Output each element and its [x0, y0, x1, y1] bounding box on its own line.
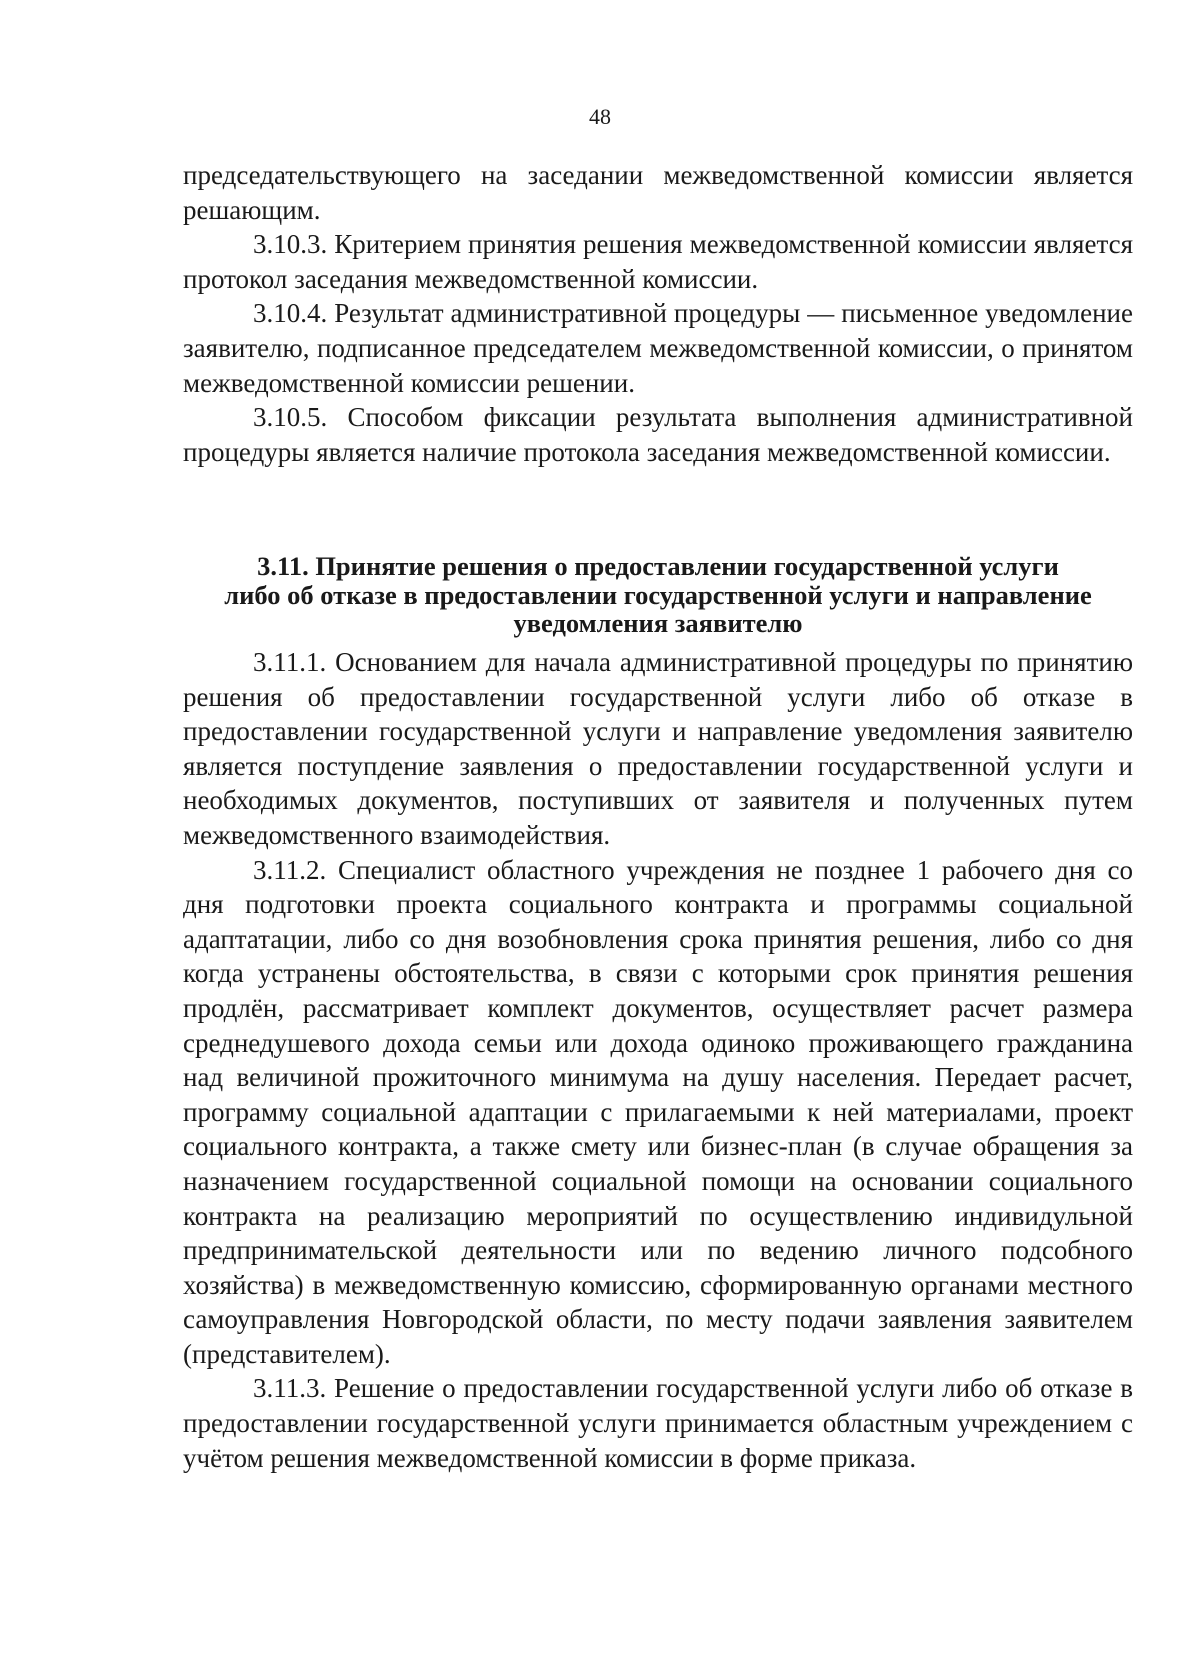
heading-line: 3.11. Принятие решения о предоставлении государственной услуги: [257, 551, 1059, 581]
paragraph-3-11-1: 3.11.1. Основанием для начала административной процедуры по принятию решения об предоставлении государственной услуги либо об отказе в предоставлении государственной услуги и направление уведомления заявителю является поступдение заявления о предоставлении государственной услуги и необходимых документов, поступивших от заявителя и полученных путем межведомственного взаимодействия.: [183, 647, 1133, 850]
top-section: [183, 158, 1133, 469]
paragraph-3-10-5: 3.10.5. Способом фиксации результата выполнения административной процедуры является наличие протокола заседания межведомственной комиссии.: [183, 402, 1133, 467]
paragraph: председательствующего на заседании межведомственной комиссии является решающим.: [183, 160, 1133, 225]
heading-line: либо об отказе в предоставлении государственной услуги и направление: [224, 579, 1092, 610]
page-number: 48: [589, 104, 611, 129]
section-heading: [183, 552, 1133, 638]
heading-line: уведомления заявителю: [513, 608, 803, 638]
body-section: [183, 645, 1133, 1475]
paragraph-3-11-3: 3.11.3. Решение о предоставлении государственной услуги либо об отказе в предоставлении государственной услуги принимается областным учреждением с учётом решения межведомственной комиссии в форме приказа.: [183, 1373, 1133, 1473]
paragraph-3-10-3: 3.10.3. Критерием принятия решения межведомственной комиссии является протокол заседания межведомственной комиссии.: [183, 229, 1133, 294]
paragraph-3-10-4: 3.10.4. Результат административной процедуры — письменное уведомление заявителю, подписанное председателем межведомственной комиссии, о принятом межведомственной комиссии решении.: [183, 298, 1133, 398]
paragraph-3-11-2: 3.11.2. Специалист областного учреждения не позднее 1 рабочего дня со дня подготовки проекта социального контракта и программы социальной адаптатации, либо со дня возобновления срока принятия решения, либо со дня когда устранены обстоятельства, в связи с которыми срок принятия решения продлён, рассматривает комплект документов, осуществляет расчет размера среднедушевого дохода семьи или дохода одиноко проживающего гражданина над величиной прожиточного минимума на душу населения. Передает расчет, программу социальной адаптации с прилагаемыми к ней материалами, проект социального контракта, а также смету или бизнес-план (в случае обращения за назначением государственной социальной помощи на основании социального контракта на реализацию мероприятий по осуществлению индивидульной предпринимательской деятельности или по ведению личного подсобного хозяйства) в межведомственную комиссию, сформированную органами местного самоуправления Новгородской области, по месту подачи заявления заявителем (представителем).: [183, 854, 1133, 1369]
